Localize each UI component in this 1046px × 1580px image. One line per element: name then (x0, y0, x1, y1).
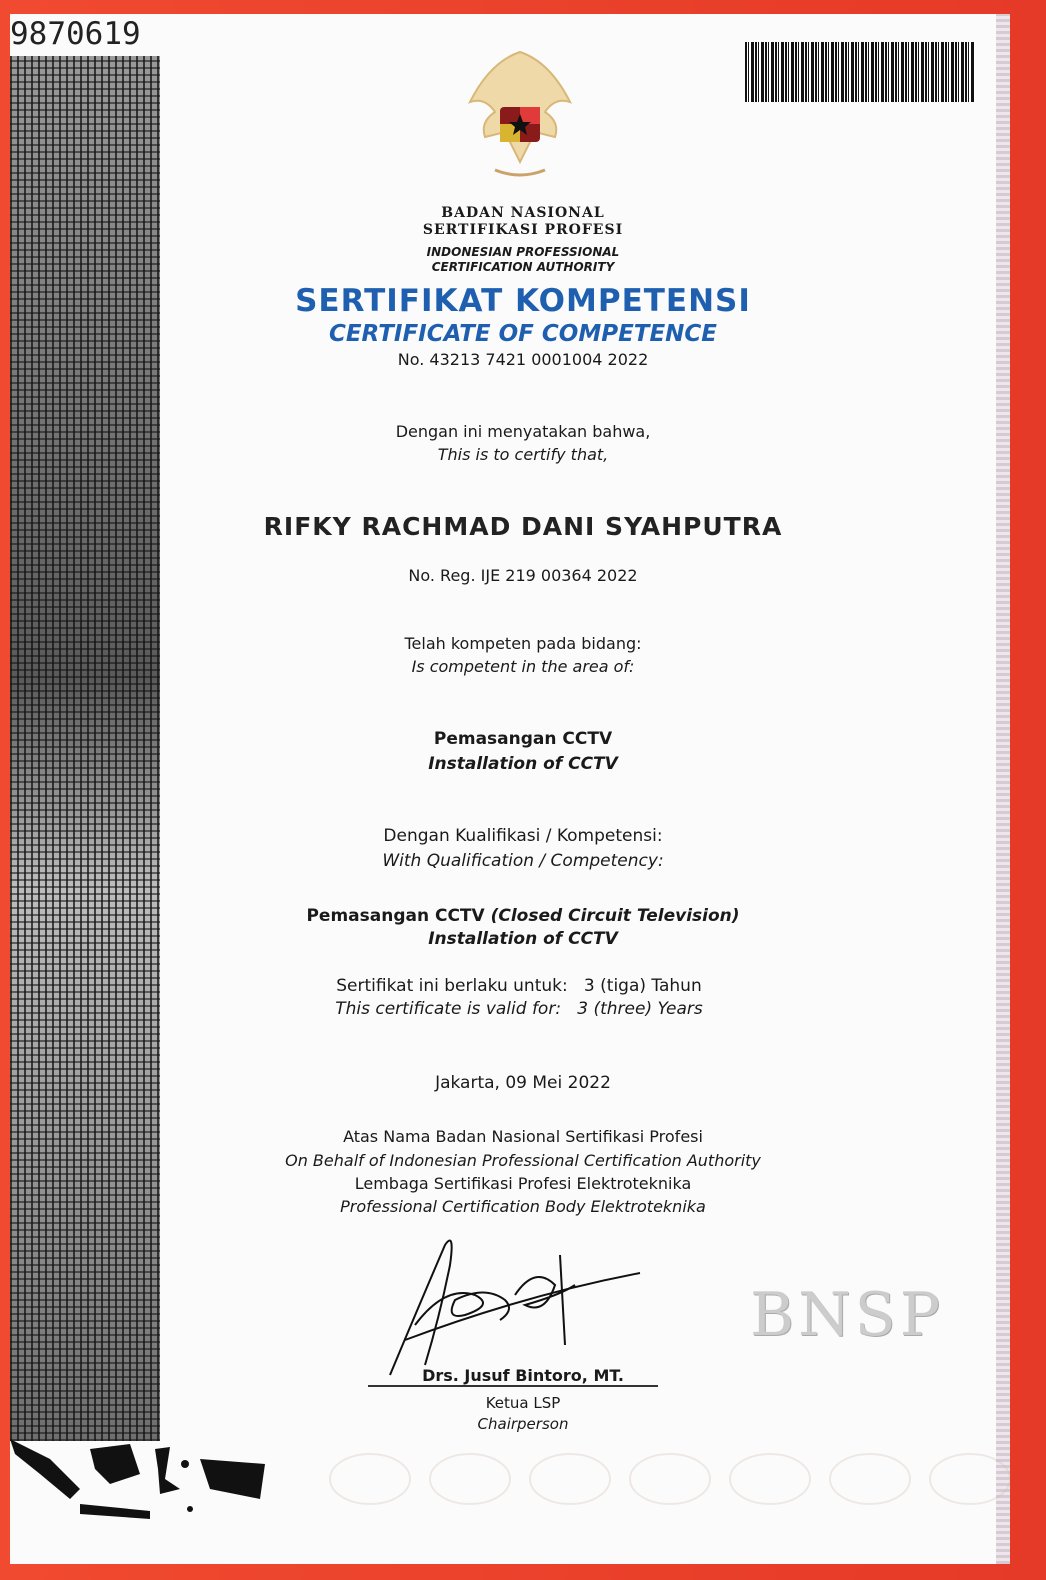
signature-icon (385, 1225, 655, 1380)
certification-body: Lembaga Sertifikasi Profesi Elektroteknika (354, 1174, 692, 1193)
qualification-name-main: Pemasangan CCTV (306, 906, 485, 926)
qualification-name-paren: (Closed Circuit Television) (490, 906, 740, 926)
signatory-name: Drs. Jusuf Bintoro, MT. (422, 1366, 624, 1385)
signatory-role: Ketua LSP (485, 1394, 561, 1412)
authority-en-line2: CERTIFICATION AUTHORITY (431, 260, 615, 274)
validity-label: Sertifikat ini berlaku untuk: (336, 976, 568, 996)
certificate-title: SERTIFIKAT KOMPETENSI (295, 283, 751, 319)
authority-en-line1: INDONESIAN PROFESSIONAL (426, 245, 620, 259)
validity-value: 3 (tiga) Tahun (583, 976, 702, 996)
serial-number: 9870619 (10, 16, 141, 52)
qualification-name-en: Installation of CCTV (428, 929, 618, 949)
certify-text: Dengan ini menyatakan bahwa, (395, 422, 651, 441)
authority-line2: SERTIFIKASI PROFESI (422, 222, 624, 238)
qualification-label-en: With Qualification / Competency: (382, 851, 664, 871)
signature-line (368, 1385, 658, 1387)
guilloche-watermark (310, 1434, 1010, 1524)
registration-number: No. Reg. IJE 219 00364 2022 (408, 566, 638, 585)
certify-text-en: This is to certify that, (437, 445, 609, 464)
qualification-name (0, 906, 1046, 926)
holder-name: RIFKY RACHMAD DANI SYAHPUTRA (263, 512, 783, 541)
signatory-role-en: Chairperson (477, 1415, 569, 1433)
bnsp-logo-text: BNSP (750, 1280, 945, 1350)
competence-area: Pemasangan CCTV (433, 729, 613, 749)
validity-row-en (0, 999, 1042, 1019)
authority-line1: BADAN NASIONAL (441, 205, 605, 221)
certificate-number: No. 43213 7421 0001004 2022 (397, 350, 649, 369)
certificate-title-en: CERTIFICATE OF COMPETENCE (328, 321, 718, 347)
competent-text-en: Is competent in the area of: (411, 657, 635, 676)
competent-text: Telah kompeten pada bidang: (404, 634, 642, 653)
on-behalf: Atas Nama Badan Nasional Sertifikasi Profesi (343, 1127, 703, 1146)
validity-row (0, 976, 1042, 996)
place-date: Jakarta, 09 Mei 2022 (435, 1073, 611, 1093)
garuda-emblem-icon (450, 42, 590, 182)
validity-value-en: 3 (three) Years (577, 999, 703, 1019)
indonesia-map-icon (10, 1419, 270, 1529)
validity-label-en: This certificate is valid for: (335, 999, 562, 1019)
on-behalf-en: On Behalf of Indonesian Professional Certification Authority (285, 1151, 761, 1170)
barcode-icon (745, 42, 975, 102)
qualification-label: Dengan Kualifikasi / Kompetensi: (383, 826, 663, 846)
competence-area-en: Installation of CCTV (428, 754, 618, 774)
certification-body-en: Professional Certification Body Elektroteknika (340, 1197, 706, 1216)
bnsp-logo-icon (690, 1245, 980, 1385)
